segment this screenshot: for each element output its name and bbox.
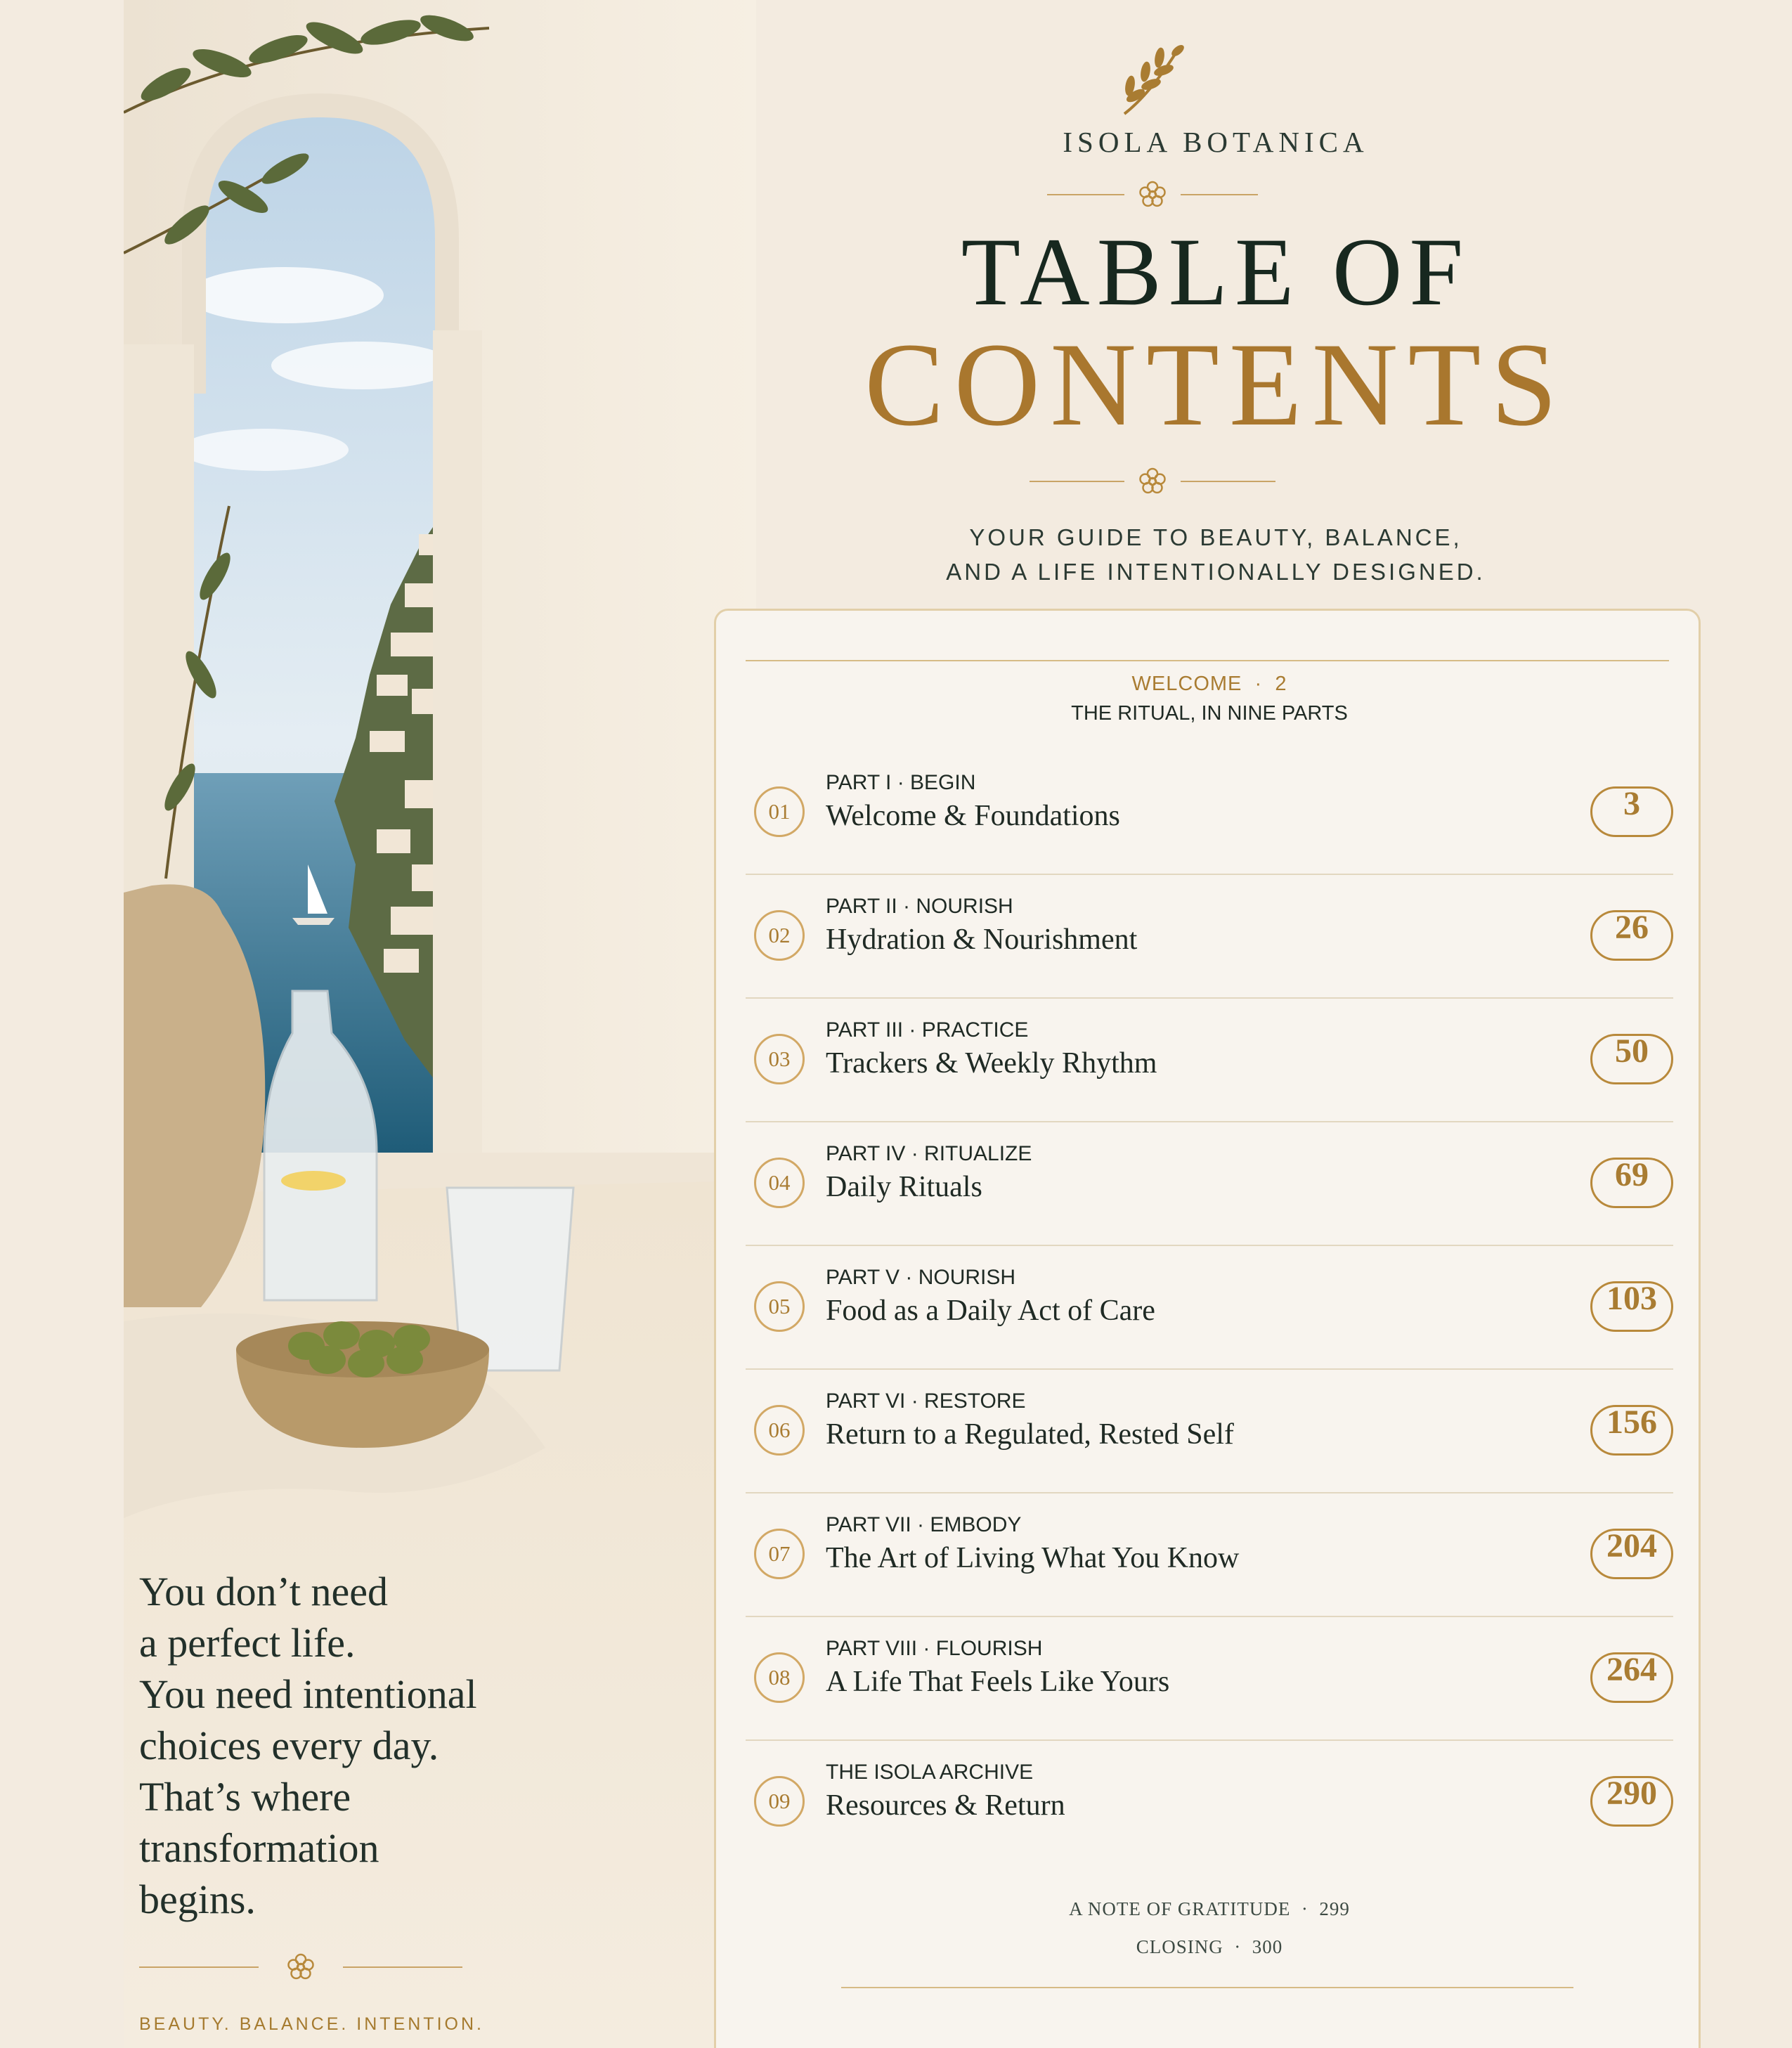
entry-title: The Art of Living What You Know — [826, 1542, 1240, 1574]
entry-part-label: PART II · NOURISH — [826, 895, 1013, 918]
entry-part-label: PART IV · RITUALIZE — [826, 1142, 1032, 1165]
quote-line: You don’t need — [139, 1569, 388, 1614]
section-heading: THE RITUAL, IN NINE PARTS — [1071, 702, 1348, 725]
welcome-entry[interactable] — [716, 673, 1703, 696]
entry-part-label: THE ISOLA ARCHIVE — [826, 1761, 1034, 1784]
olive-sprig-icon — [1115, 45, 1188, 118]
entry-number-badge: 05 — [754, 1281, 805, 1332]
entry-part-label: PART VIII · FLOURISH — [826, 1637, 1043, 1660]
flower-ornament-icon — [139, 1950, 462, 1985]
entry-title: Food as a Daily Act of Care — [826, 1295, 1155, 1327]
welcome-page: 2 — [1275, 673, 1287, 695]
entry-title: Return to a Regulated, Rested Self — [826, 1418, 1234, 1451]
entry-number-badge: 06 — [754, 1405, 805, 1456]
flower-ornament-icon — [1030, 464, 1275, 499]
entry-number-badge: 02 — [754, 910, 805, 961]
entry-page-badge: 103 — [1590, 1281, 1673, 1332]
entry-page-badge: 69 — [1590, 1158, 1673, 1208]
entry-part-label: PART VII · EMBODY — [826, 1513, 1022, 1536]
brand-name: ISOLA BOTANICA — [1063, 126, 1369, 158]
toc-entry[interactable] — [746, 1370, 1673, 1493]
entry-part-label: PART I · BEGIN — [826, 771, 976, 794]
toc-entry[interactable] — [746, 751, 1673, 875]
entry-title: Daily Rituals — [826, 1171, 982, 1203]
entry-page-badge: 3 — [1590, 786, 1673, 837]
entry-title: A Life That Feels Like Yours — [826, 1666, 1170, 1698]
entry-page-badge: 204 — [1590, 1529, 1673, 1579]
entry-title: Trackers & Weekly Rhythm — [826, 1047, 1157, 1080]
closing-entry[interactable]: CLOSING · 300 — [1136, 1936, 1283, 1957]
entry-page-badge: 264 — [1590, 1652, 1673, 1703]
separator: · — [1254, 673, 1263, 695]
welcome-label: WELCOME — [1131, 673, 1242, 695]
toc-entry[interactable] — [746, 1741, 1673, 1865]
quote-line: a perfect life. — [139, 1620, 356, 1666]
toc-entry[interactable] — [746, 1493, 1673, 1617]
toc-entry-list — [746, 751, 1673, 1865]
entry-number-badge: 04 — [754, 1158, 805, 1208]
entry-part-label: PART III · PRACTICE — [826, 1018, 1029, 1042]
page-subtitle — [759, 520, 1673, 589]
quote-line: begins. — [139, 1877, 256, 1922]
page-title-line1: TABLE OF — [961, 218, 1471, 325]
entry-number-badge: 01 — [754, 786, 805, 837]
gratitude-page: 299 — [1319, 1898, 1350, 1919]
toc-card — [714, 609, 1701, 2048]
quote-line: That’s where — [139, 1774, 351, 1820]
entry-number-badge: 09 — [754, 1776, 805, 1827]
quote-line: transformation — [139, 1825, 379, 1871]
entry-title: Welcome & Foundations — [826, 800, 1120, 832]
page-title-line2: CONTENTS — [864, 318, 1567, 451]
gratitude-entry[interactable]: A NOTE OF GRATITUDE · 299 — [1069, 1898, 1350, 1919]
quote-line: You need intentional — [139, 1671, 477, 1717]
entry-number-badge: 03 — [754, 1034, 805, 1084]
divider — [746, 660, 1669, 661]
toc-entry[interactable] — [746, 1246, 1673, 1370]
entry-page-badge: 50 — [1590, 1034, 1673, 1084]
entry-number-badge: 08 — [754, 1652, 805, 1703]
closing-page: 300 — [1252, 1936, 1283, 1957]
closing-label: CLOSING — [1136, 1936, 1223, 1957]
flower-ornament-icon — [1047, 177, 1258, 212]
gratitude-label: A NOTE OF GRATITUDE — [1069, 1898, 1291, 1919]
toc-entry[interactable] — [746, 1122, 1673, 1246]
toc-entry[interactable] — [746, 999, 1673, 1122]
entry-page-badge: 290 — [1590, 1776, 1673, 1827]
divider — [841, 1987, 1573, 1988]
quote-line: choices every day. — [139, 1723, 439, 1768]
tagline: BEAUTY. BALANCE. INTENTION. — [139, 2014, 484, 2034]
subtitle-line: AND A LIFE INTENTIONALLY DESIGNED. — [946, 559, 1486, 585]
toc-entry[interactable] — [746, 1617, 1673, 1741]
entry-page-badge: 156 — [1590, 1405, 1673, 1456]
entry-part-label: PART VI · RESTORE — [826, 1389, 1026, 1413]
subtitle-line: YOUR GUIDE TO BEAUTY, BALANCE, — [969, 524, 1462, 550]
entry-number-badge: 07 — [754, 1529, 805, 1579]
entry-part-label: PART V · NOURISH — [826, 1266, 1016, 1289]
entry-title: Resources & Return — [826, 1789, 1065, 1822]
page-header — [759, 0, 1673, 611]
toc-entry[interactable] — [746, 875, 1673, 999]
entry-title: Hydration & Nourishment — [826, 923, 1138, 956]
inspirational-quote — [139, 1566, 645, 1925]
entry-page-badge: 26 — [1590, 910, 1673, 961]
